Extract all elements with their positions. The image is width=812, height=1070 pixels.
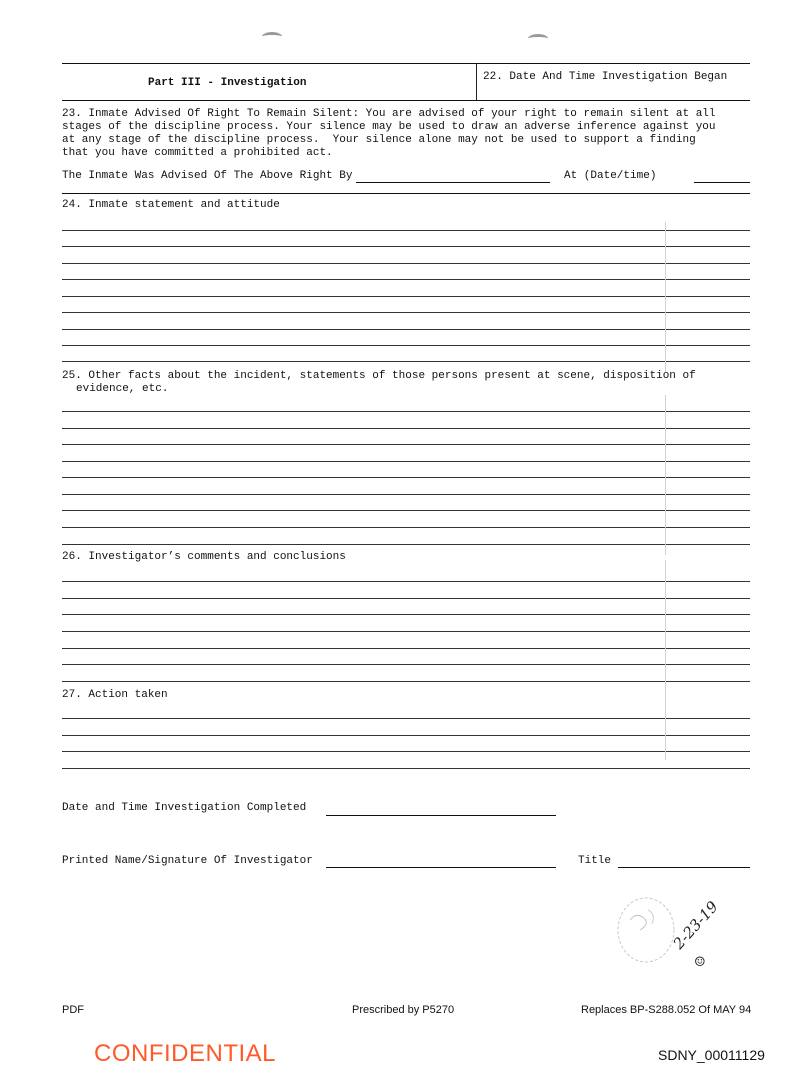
advised-by-label: The Inmate Was Advised Of The Above Right By (62, 170, 353, 182)
stamp-initial-icon: ☺ (694, 955, 706, 970)
scan-artifact-line-2 (665, 395, 666, 555)
section-23-text-line-1: 23. Inmate Advised Of Right To Remain Silent: You are advised of your right to remain silent at all (62, 108, 716, 120)
section-23-text-line-2: stages of the discipline process. Your silence may be used to draw an adverse inference against you (62, 121, 716, 133)
section-23-text-line-3: at any stage of the discipline process. Your silence alone may not be used to support a finding (62, 134, 696, 146)
title-field[interactable] (618, 867, 750, 868)
advised-by-field[interactable] (356, 182, 550, 183)
advised-at-label: At (Date/time) (564, 170, 657, 182)
section-23-text-line-4: that you have committed a prohibited act. (62, 147, 333, 159)
scan-mark-left (262, 32, 282, 41)
section-25-label-line-1: 25. Other facts about the incident, statements of those persons present at scene, disposition of (62, 370, 696, 382)
section-24-label: 24. Inmate statement and attitude (62, 199, 280, 211)
bates-number: SDNY_00011129 (658, 1047, 765, 1063)
date-time-completed-field[interactable] (326, 815, 556, 816)
date-time-completed-label: Date and Time Investigation Completed (62, 802, 307, 814)
section-27-label: 27. Action taken (62, 689, 168, 701)
footer-center: Prescribed by P5270 (352, 1004, 455, 1016)
date-stamp (608, 880, 728, 980)
scan-mark-right (528, 34, 548, 43)
footer-left: PDF (62, 1004, 84, 1016)
section-23-bottom-rule (62, 193, 750, 194)
title-label: Title (578, 855, 612, 867)
header-bottom-rule (62, 100, 750, 101)
header-top-rule (62, 63, 750, 64)
stamp-handwritten-date: 2-23-19 (669, 897, 722, 953)
date-time-investigation-began-field[interactable]: 22. Date And Time Investigation Began (483, 71, 728, 83)
header-divider (476, 63, 477, 100)
advised-at-field[interactable] (694, 182, 750, 183)
section-26-label: 26. Investigator’s comments and conclusions (62, 551, 346, 563)
section-25-label-line-2: evidence, etc. (76, 383, 169, 395)
investigator-signature-label: Printed Name/Signature Of Investigator (62, 855, 313, 867)
scan-artifact-line-3 (665, 560, 666, 760)
confidential-stamp: CONFIDENTIAL (94, 1040, 277, 1067)
footer-right: Replaces BP-S288.052 Of MAY 94 (581, 1004, 752, 1016)
part-title: Part III - Investigation (148, 77, 307, 89)
scan-artifact-line (665, 222, 666, 372)
investigator-signature-field[interactable] (326, 867, 556, 868)
